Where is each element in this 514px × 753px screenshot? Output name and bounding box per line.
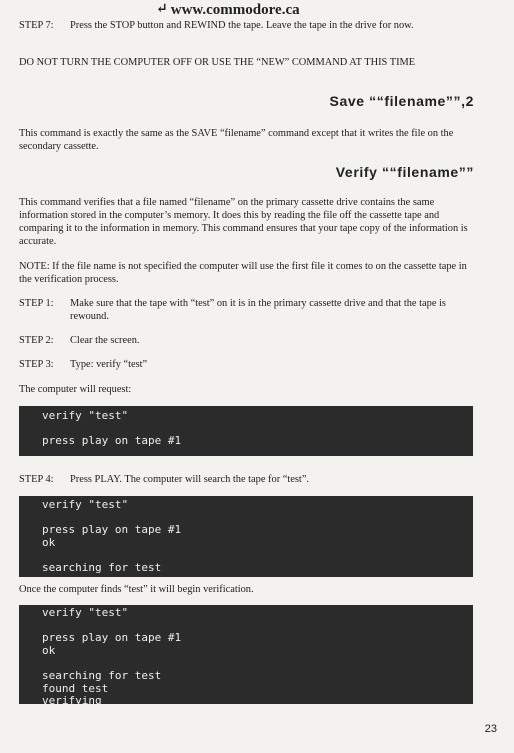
- step-1: [19, 297, 474, 323]
- verify-heading: Verify ““filename””: [335, 164, 474, 180]
- screen-line: searching for test: [42, 560, 162, 574]
- screen-line: press play on tape #1: [42, 434, 182, 448]
- step-label: STEP 4:: [19, 474, 54, 485]
- screen-output-3: [19, 605, 473, 708]
- screen-output-2: [19, 496, 473, 577]
- step-3: [19, 358, 474, 371]
- save-heading: Save ““filename””,2: [329, 93, 474, 109]
- screen-line: ok: [42, 643, 56, 657]
- site-watermark: [156, 1, 366, 19]
- step-text: Clear the screen.: [70, 335, 140, 346]
- save-description: This command is exactly the same as the SAVE “filename” command except that it writes the file on the secondary cassette.: [19, 128, 454, 152]
- step-7: [19, 19, 474, 32]
- step-text: Press PLAY. The computer will search the tape for “test”.: [70, 474, 310, 485]
- warning-text: DO NOT TURN THE COMPUTER OFF OR USE THE “NEW” COMMAND AT THIS TIME: [19, 57, 416, 68]
- site-name: www.commodore.ca: [170, 1, 300, 18]
- step-label: STEP 2:: [19, 335, 54, 346]
- commodore-logo-icon: ↵: [156, 2, 168, 17]
- screen-line: verify "test": [42, 498, 129, 511]
- screen-line: verifying: [42, 694, 102, 708]
- screen-line: verify "test": [42, 606, 129, 619]
- page-number: 23: [484, 723, 497, 735]
- step-label: STEP 7:: [19, 20, 54, 31]
- screen-line: found test: [42, 681, 109, 695]
- screen-line: press play on tape #1: [42, 523, 182, 537]
- step-text: Make sure that the tape with “test” on it is in the primary cassette drive and that the tape is rewound.: [70, 298, 446, 322]
- found-text: Once the computer finds “test” it will begin verification.: [19, 584, 254, 595]
- step-label: STEP 3:: [19, 359, 54, 370]
- verify-description: This command verifies that a file named “filename” on the primary cassette drive contains the same information stored in the computer’s memory. It does this by reading the file off the cassette tape and comparing it to the information in memory. This command ensures that your tape copy of the information is accurate.: [19, 197, 468, 247]
- screen-line: searching for test: [42, 668, 162, 682]
- screen-line: verify "test": [42, 409, 129, 422]
- request-text: The computer will request:: [19, 384, 132, 395]
- step-4: [19, 473, 474, 486]
- step-text: Type: verify “test”: [70, 359, 148, 370]
- step-2: [19, 334, 474, 347]
- screen-line: ok: [42, 535, 56, 549]
- screen-output-1: [19, 406, 473, 456]
- verify-note: NOTE: If the file name is not specified the computer will use the first file it comes to on the cassette tape in the verification process.: [19, 261, 467, 285]
- step-label: STEP 1:: [19, 298, 54, 309]
- screen-line: press play on tape #1: [42, 631, 182, 645]
- step-text: Press the STOP button and REWIND the tape. Leave the tape in the drive for now.: [70, 20, 414, 31]
